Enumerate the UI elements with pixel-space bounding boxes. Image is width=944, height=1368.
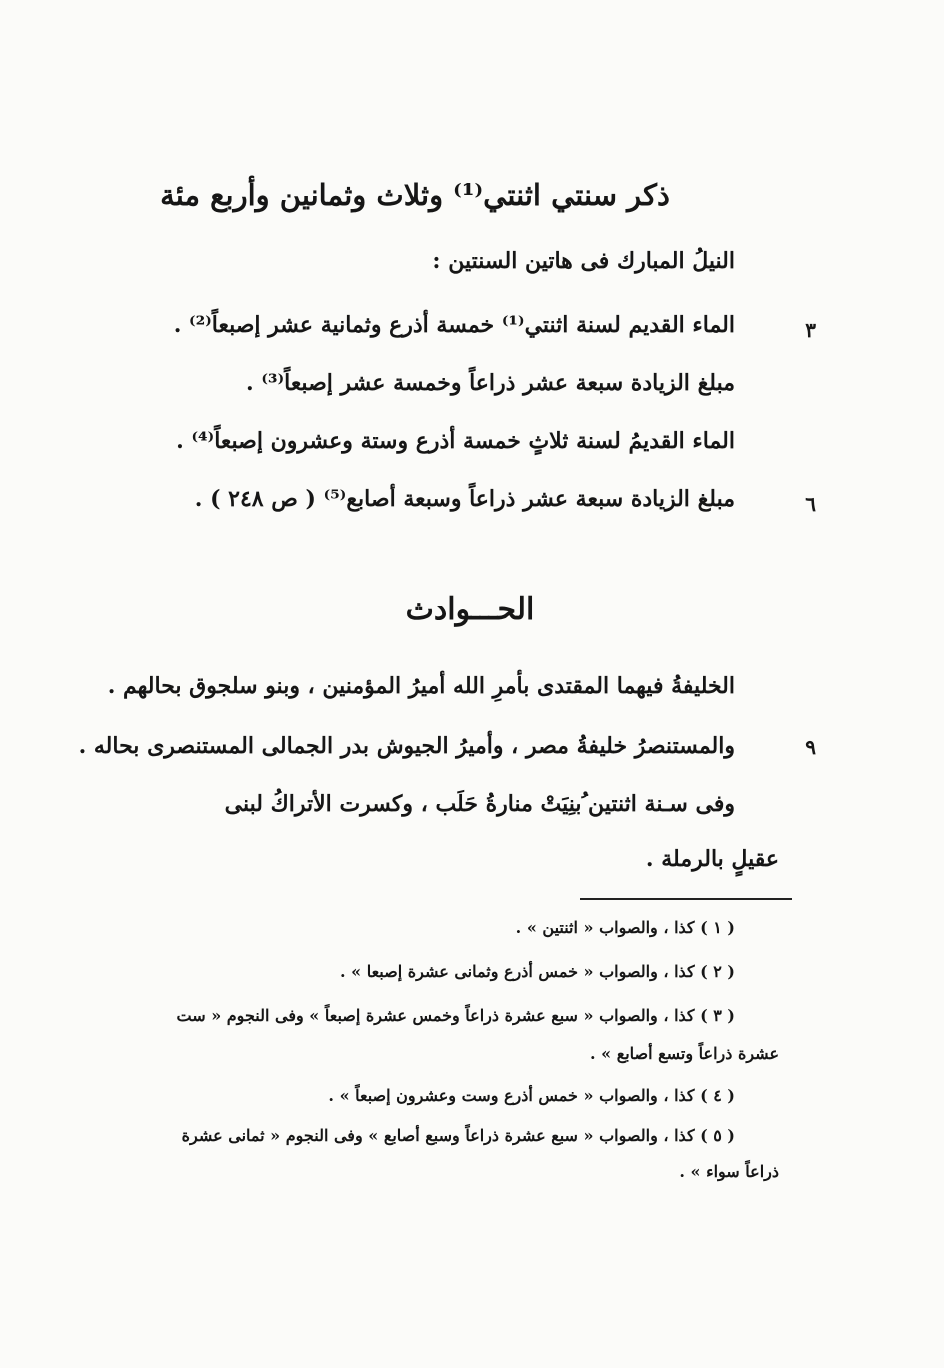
event-line: والمستنصرُ خليفةُ مصر ، وأميرُ الجيوش بدر الجمالى المستنصرى بحاله . [78, 733, 735, 759]
footnote: ( ٣ ) كذا ، والصواب « سبع عشرة ذراعاً وخمس عشرة إصبعاً » وفى النجوم « ست [176, 1006, 735, 1025]
footnote: ( ٢ ) كذا ، والصواب « خمس أذرع وثمانى عشرة إصبعا » . [340, 962, 735, 981]
footnote-divider [580, 898, 792, 900]
nile-line: مبلغ الزيادة سبعة عشر ذراعاً وخمسة عشر إصبعاً⁽³⁾ . [246, 370, 735, 396]
footnote: ( ١ ) كذا ، والصواب « اثنتين » . [515, 918, 735, 937]
footnote: ( ٥ ) كذا ، والصواب « سبع عشرة ذراعاً وسبع أصابع » وفى النجوم « ثمانى عشرة [181, 1126, 735, 1145]
year-heading: ذكر سنتي اثنتي⁽¹⁾ وثلاث وثمانين وأربع مئة [160, 178, 670, 212]
nile-line: الماء القديم لسنة اثنتي⁽¹⁾ خمسة أذرع وثمانية عشر إصبعاً⁽²⁾ . [173, 312, 735, 338]
footnote-continuation: ذراعاً سواء » . [679, 1162, 779, 1181]
nile-line: الماء القديمُ لسنة ثلاثٍ خمسة أذرع وستة وعشرون إصبعاً⁽⁴⁾ . [176, 428, 735, 454]
event-line: الخليفةُ فيهما المقتدى بأمرِ الله أميرُ المؤمنين ، وبنو سلجوق بحالهم . [107, 673, 735, 699]
section-title: الحـــوادث [405, 592, 535, 627]
footnote-continuation: عشرة ذراعاً وتسع أصابع » . [589, 1044, 779, 1063]
footnote: ( ٤ ) كذا ، والصواب « خمس أذرع وست وعشرون إصبعاً » . [328, 1086, 735, 1105]
event-line: وفى سـنة اثنتين ُبنِيَتْ منارةُ حَلَب ، وكسرت الأتراكُ لبنى [224, 791, 735, 817]
nile-line: مبلغ الزيادة سبعة عشر ذراعاً وسبعة أصابع⁽⁵⁾ ( ص ٢٤٨ ) . [194, 486, 735, 512]
margin-line-number: ٩ [805, 735, 816, 759]
margin-line-number: ٦ [805, 492, 816, 516]
nile-intro: النيلُ المبارك فى هاتين السنتين : [432, 248, 735, 274]
margin-line-number: ٣ [805, 318, 816, 342]
event-line: عقيلٍ بالرملة . [645, 846, 779, 872]
